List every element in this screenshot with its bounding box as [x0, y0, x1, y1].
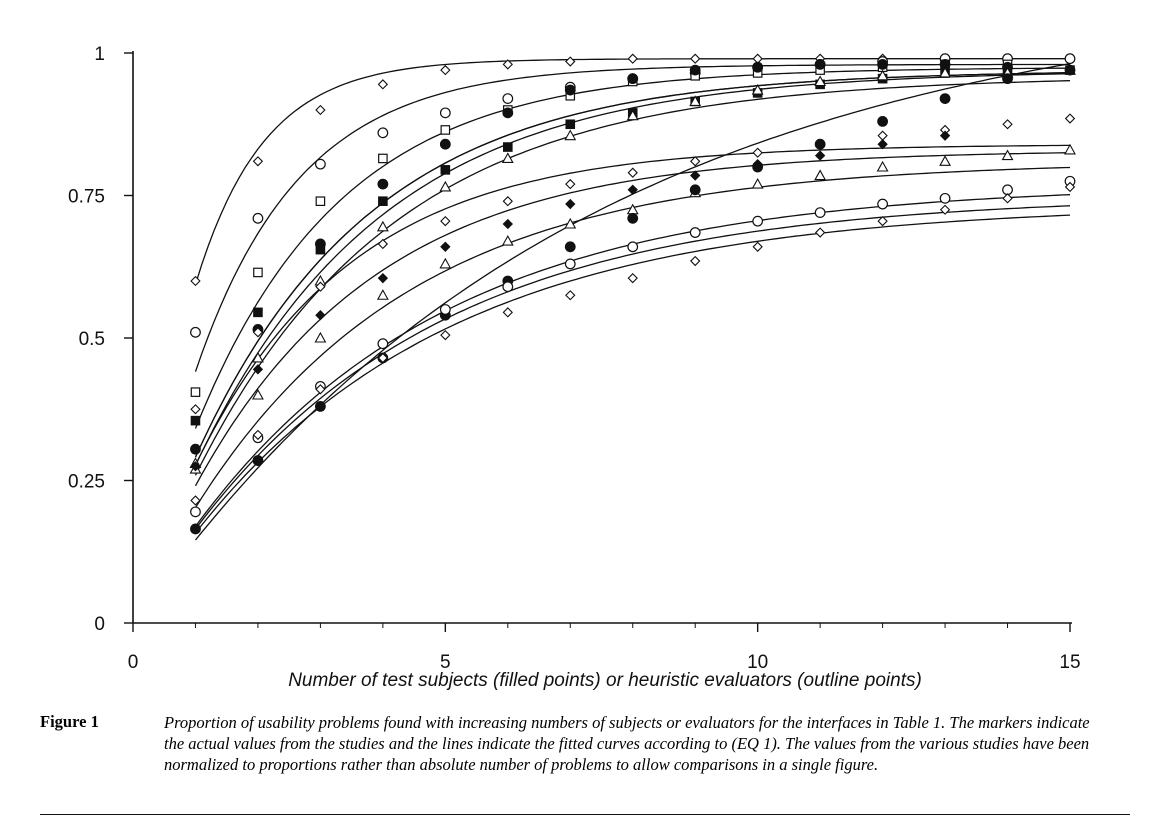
y-tick-label: 0.25 — [68, 471, 105, 493]
data-point-circle — [940, 194, 950, 204]
caption-text: Proportion of usability problems found with increasing numbers of subjects or evaluators for the interfaces in Table 1. The markers indicate the actual values from the studies and the lines indicate the fitted curves according to (EQ 1). The values from the various studies have been normalized to proportions rather than absolute number of problems to allow comparisons in a single figure. — [164, 713, 1090, 774]
data-point-diamond — [316, 311, 325, 320]
data-point-circle — [191, 507, 201, 517]
data-point-triangle — [503, 153, 513, 162]
data-point-diamond — [503, 220, 512, 229]
data-point-diamond — [441, 331, 450, 340]
data-point-triangle — [378, 222, 388, 231]
data-point-circle — [1003, 74, 1013, 84]
data-point-diamond — [628, 54, 637, 63]
data-point-circle — [565, 242, 575, 252]
data-point-circle — [815, 208, 825, 218]
data-point-square — [379, 154, 387, 162]
data-point-diamond — [628, 168, 637, 177]
data-point-circle — [628, 74, 638, 84]
data-point-diamond — [441, 66, 450, 75]
data-point-circle — [565, 85, 575, 95]
data-point-square — [191, 388, 199, 396]
data-point-circle — [690, 65, 700, 75]
x-axis-title: Number of test subjects (filled points) or heuristic evaluators (outline points) — [288, 670, 922, 691]
data-point-circle — [191, 444, 201, 454]
data-point-diamond — [878, 131, 887, 140]
data-point-diamond — [441, 217, 450, 226]
data-point-diamond — [816, 228, 825, 237]
y-tick-label: 1 — [94, 44, 105, 65]
data-point-diamond — [191, 405, 200, 414]
data-point-diamond — [941, 131, 950, 140]
data-point-diamond — [753, 54, 762, 63]
data-point-circle — [191, 328, 201, 338]
data-point-circle — [815, 139, 825, 149]
data-point-circle — [1065, 54, 1075, 64]
fitted-curve — [196, 74, 1071, 466]
fitted-curve — [196, 64, 1071, 540]
data-markers — [190, 54, 1075, 534]
data-point-diamond — [753, 242, 762, 251]
data-point-diamond — [316, 106, 325, 115]
data-point-circle — [316, 159, 326, 169]
data-point-circle — [628, 214, 638, 224]
data-point-circle — [753, 62, 763, 72]
data-point-diamond — [378, 80, 387, 89]
data-point-circle — [1003, 185, 1013, 195]
fitted-curve — [196, 206, 1071, 529]
data-point-diamond — [628, 274, 637, 283]
y-tick-label: 0 — [94, 614, 105, 635]
data-point-triangle — [1065, 145, 1075, 154]
y-tick-label: 0.75 — [68, 186, 105, 208]
data-point-circle — [191, 524, 201, 534]
fitted-curves — [196, 59, 1071, 540]
data-point-diamond — [441, 242, 450, 251]
data-point-triangle — [440, 259, 450, 268]
data-point-square — [441, 126, 449, 134]
data-point-circle — [690, 185, 700, 195]
data-point-circle — [253, 214, 263, 224]
data-point-circle — [503, 94, 513, 104]
fitted-curve — [196, 153, 1071, 486]
data-point-diamond — [816, 151, 825, 160]
data-point-circle — [441, 108, 451, 118]
data-point-square — [504, 143, 512, 151]
data-point-diamond — [878, 140, 887, 149]
data-point-circle — [815, 60, 825, 70]
data-point-square — [316, 197, 324, 205]
y-tick-label: 0.5 — [78, 329, 105, 350]
data-point-diamond — [566, 180, 575, 189]
data-point-square — [379, 197, 387, 205]
data-point-square — [254, 308, 262, 316]
data-point-diamond — [378, 240, 387, 249]
caption-label: Figure 1 — [40, 712, 99, 731]
figure-caption — [40, 712, 1150, 775]
data-point-triangle — [378, 290, 388, 299]
data-point-diamond — [753, 148, 762, 157]
data-point-circle — [940, 94, 950, 104]
data-point-diamond — [1003, 194, 1012, 203]
data-point-triangle — [753, 179, 763, 188]
data-point-diamond — [503, 308, 512, 317]
data-point-diamond — [1003, 120, 1012, 129]
data-point-square — [441, 166, 449, 174]
data-point-triangle — [878, 162, 888, 171]
data-point-circle — [378, 339, 388, 349]
data-point-circle — [316, 402, 326, 412]
data-point-circle — [441, 305, 451, 315]
data-point-square — [316, 245, 324, 253]
data-point-circle — [690, 228, 700, 238]
data-point-circle — [753, 162, 763, 172]
x-tick-label: 10 — [747, 652, 769, 673]
data-point-circle — [503, 282, 513, 292]
data-point-circle — [753, 216, 763, 226]
data-point-circle — [878, 199, 888, 209]
x-tick-label: 0 — [127, 652, 139, 673]
data-point-diamond — [254, 157, 263, 166]
data-point-diamond — [691, 257, 700, 266]
fitted-curve — [196, 215, 1071, 533]
data-point-circle — [253, 456, 263, 466]
data-point-triangle — [815, 171, 825, 180]
data-point-circle — [565, 259, 575, 269]
data-point-diamond — [566, 291, 575, 300]
data-point-triangle — [1003, 151, 1013, 160]
data-point-triangle — [503, 236, 513, 245]
data-point-triangle — [940, 156, 950, 165]
data-point-diamond — [503, 197, 512, 206]
data-point-diamond — [191, 277, 200, 286]
data-point-circle — [441, 139, 451, 149]
data-point-circle — [878, 117, 888, 127]
data-point-square — [566, 120, 574, 128]
data-point-diamond — [691, 54, 700, 63]
data-point-triangle — [440, 182, 450, 191]
data-point-circle — [878, 60, 888, 70]
x-tick-label: 15 — [1059, 652, 1081, 673]
x-tick-label: 5 — [440, 652, 451, 673]
data-point-triangle — [253, 390, 263, 399]
data-point-square — [254, 268, 262, 276]
data-point-diamond — [378, 274, 387, 283]
data-point-diamond — [1066, 114, 1075, 123]
data-point-diamond — [566, 57, 575, 66]
bottom-rule — [40, 814, 1130, 815]
data-point-diamond — [566, 200, 575, 209]
data-point-circle — [378, 128, 388, 138]
data-point-triangle — [315, 333, 325, 342]
data-point-circle — [378, 179, 388, 189]
data-point-diamond — [691, 157, 700, 166]
data-point-circle — [1065, 65, 1075, 75]
data-point-circle — [503, 108, 513, 118]
data-point-square — [191, 416, 199, 424]
data-point-circle — [628, 242, 638, 252]
data-point-triangle — [628, 205, 638, 214]
